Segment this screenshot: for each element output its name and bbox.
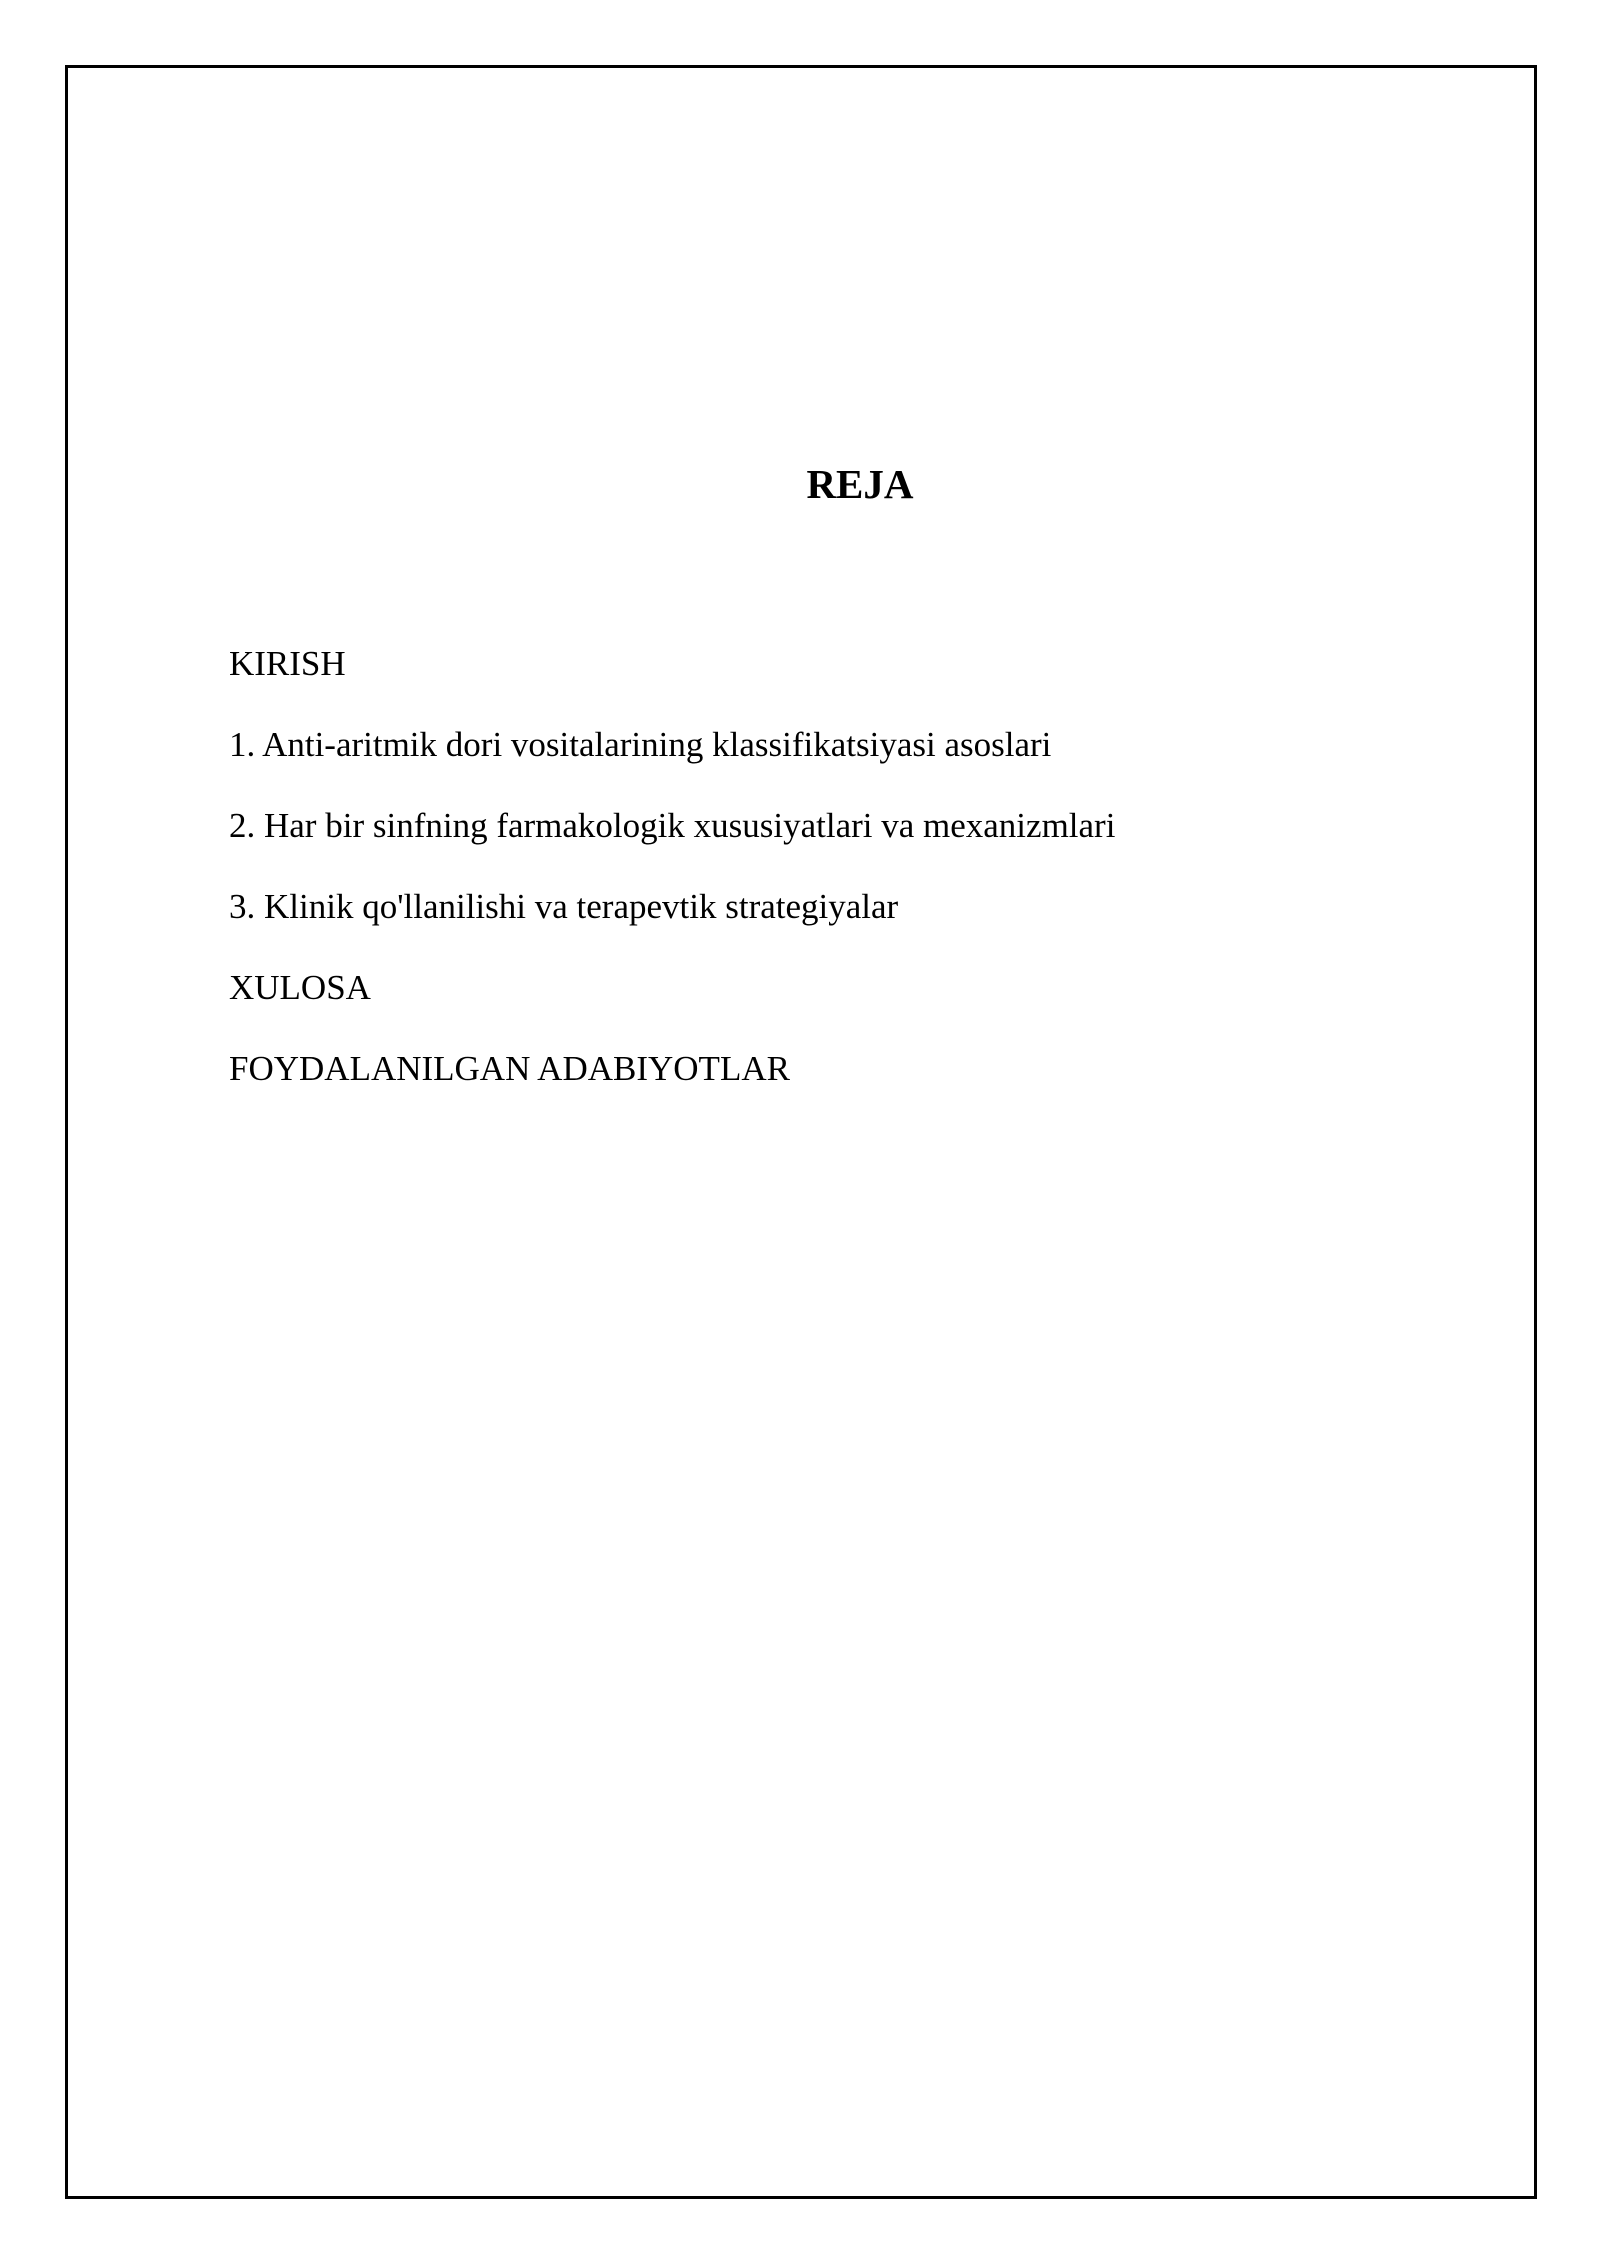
page-title: REJA <box>806 461 914 507</box>
page-border <box>65 65 1537 2199</box>
toc-item-chapter-2: 2. Har bir sinfning farmakologik xususiyatlari va mexanizmlari <box>229 806 1116 845</box>
toc-item-chapter-1: 1. Anti-aritmik dori vositalarining klassifikatsiyasi asoslari <box>229 725 1052 764</box>
table-of-contents <box>229 640 1115 1126</box>
toc-item-references: FOYDALANILGAN ADABIYOTLAR <box>229 1049 790 1088</box>
toc-item-chapter-3: 3. Klinik qo'llanilishi va terapevtik strategiyalar <box>229 887 899 926</box>
toc-item-introduction: KIRISH <box>229 644 346 683</box>
toc-item-conclusion: XULOSA <box>229 968 371 1007</box>
